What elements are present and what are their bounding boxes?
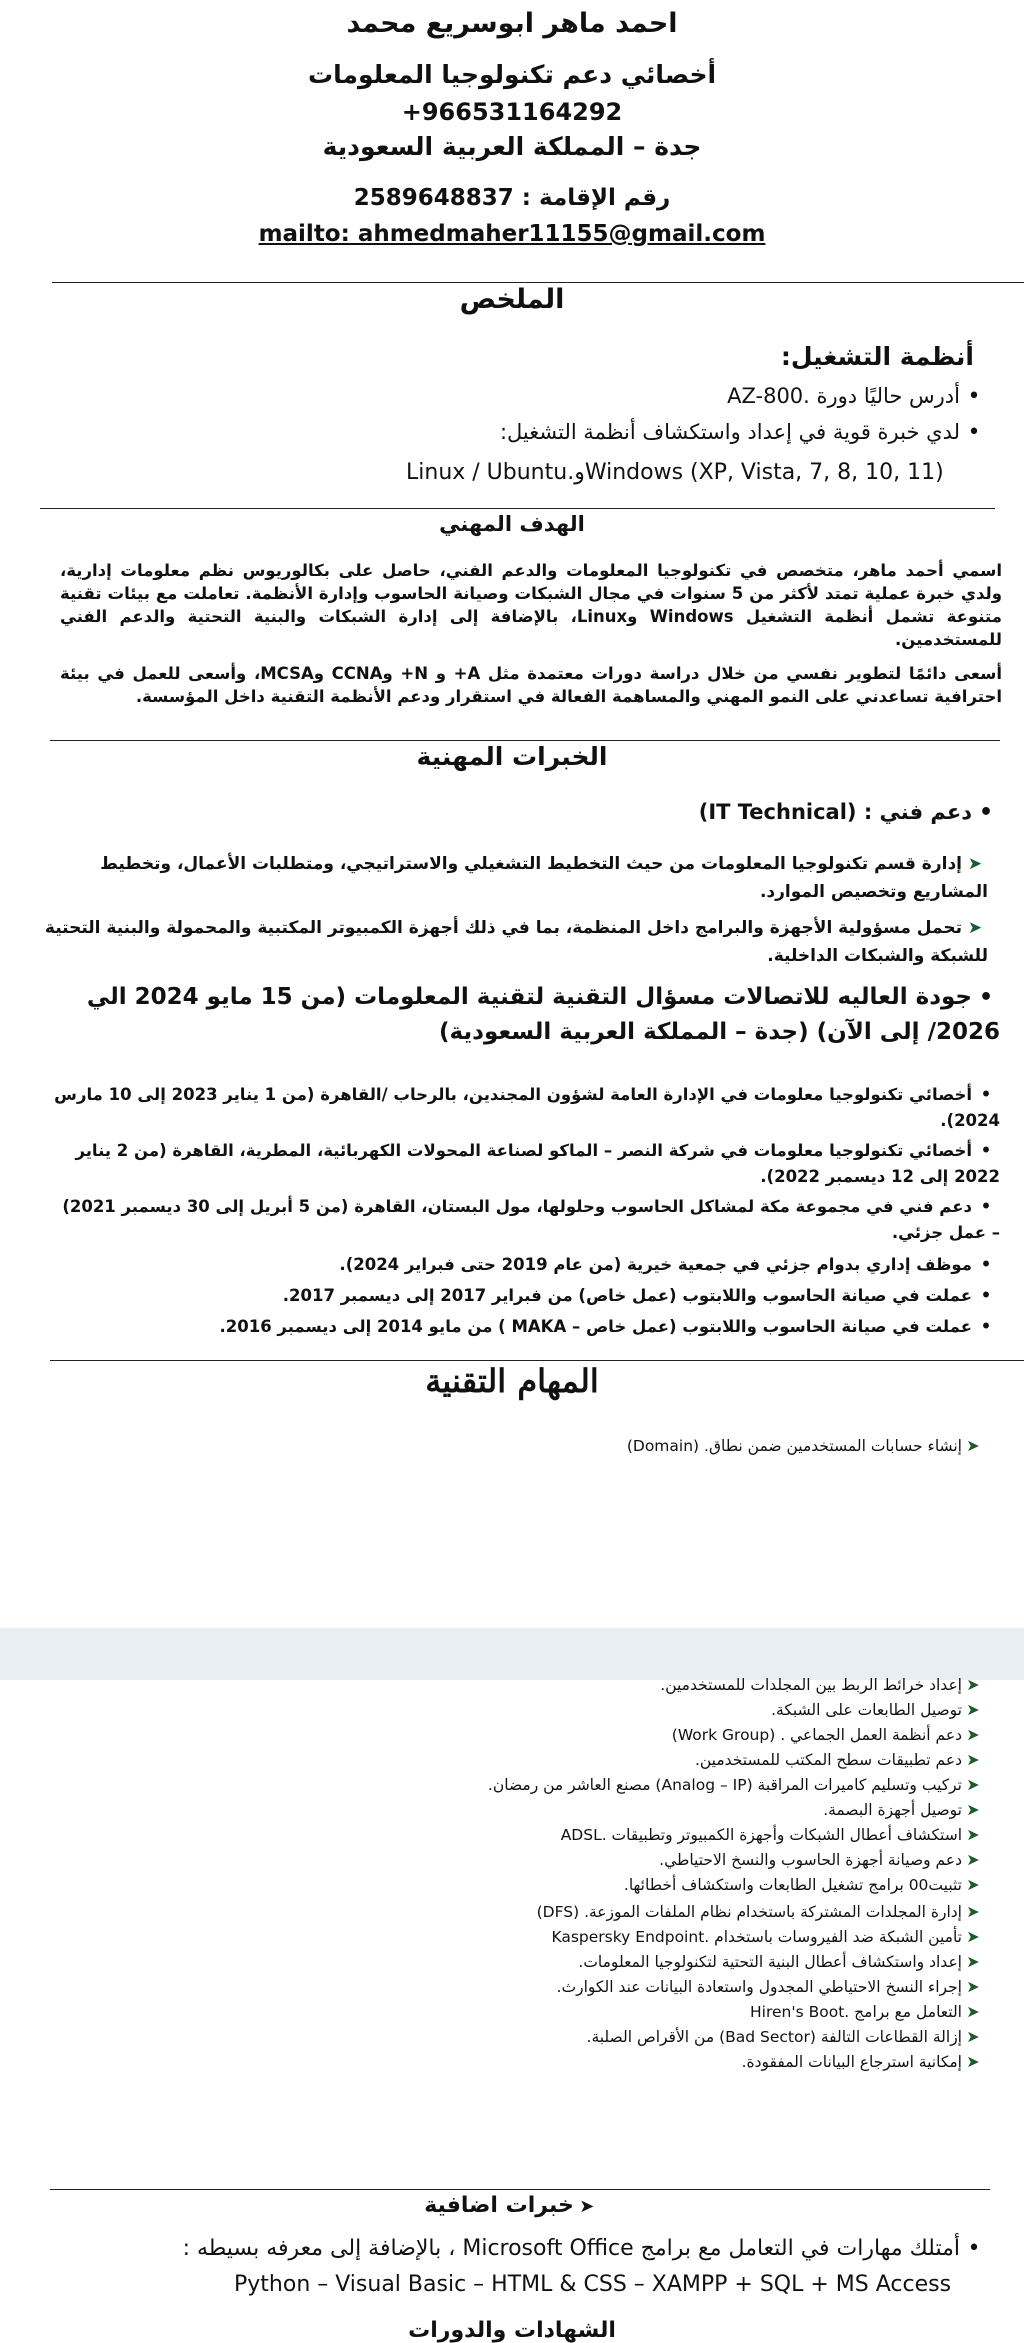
candidate-job-title: أخصائي دعم تكنولوجيا المعلومات xyxy=(307,60,717,89)
task-item: ➤توصيل الطابعات على الشبكة. xyxy=(771,1700,984,1720)
email-line xyxy=(0,221,1024,247)
arrow-bullet-icon: ➤ xyxy=(579,2196,595,2217)
bullet-dot-icon: • xyxy=(980,1141,992,1160)
arrow-bullet-icon: ➤ xyxy=(966,1952,980,1971)
task-item: ➤دعم وصيانة أجهزة الحاسوب والنسخ الاحتياطي. xyxy=(659,1850,984,1870)
arrow-bullet-icon: ➤ xyxy=(967,918,983,938)
arrow-bullet-icon: ➤ xyxy=(966,1775,980,1794)
extra-title-row xyxy=(0,2193,1024,2218)
os-item: •لدي خبرة قوية في إعداد واستكشاف أنظمة التشغيل: xyxy=(500,420,988,445)
extra-title: خبرات اضافية xyxy=(424,2193,574,2218)
bullet-dot-icon: • xyxy=(980,1286,992,1305)
bullet-dot-icon: • xyxy=(978,985,994,1010)
arrow-bullet-icon: ➤ xyxy=(966,1675,980,1694)
arrow-bullet-icon: ➤ xyxy=(966,1800,980,1819)
task-item: ➤تركيب وتسليم كاميرات المراقبة (Analog – IP) مصنع العاشر من رمضان. xyxy=(488,1775,984,1795)
arrow-bullet-icon: ➤ xyxy=(966,1850,980,1869)
role-item: ➤تحمل مسؤولية الأجهزة والبرامج داخل المنظمة، بما في ذلك أجهزة الكمبيوتر المكتبية والمحمولة والبنية التحتية للشبكة والشبكات الداخلية. xyxy=(40,914,988,970)
bullet-dot-icon: • xyxy=(980,1085,992,1104)
arrow-bullet-icon: ➤ xyxy=(966,1725,980,1744)
task-item: ➤توصيل أجهزة البصمة. xyxy=(823,1800,984,1820)
arrow-bullet-icon: ➤ xyxy=(967,854,983,874)
divider xyxy=(50,1360,1024,1361)
bullet-dot-icon: • xyxy=(967,420,981,445)
bullet-dot-icon: • xyxy=(980,1197,992,1216)
os-item: •أدرس حاليًا دورة .AZ-800 xyxy=(727,384,988,409)
arrow-bullet-icon: ➤ xyxy=(966,1875,980,1894)
role-heading: •دعم فني : (IT Technical) xyxy=(699,800,1000,825)
arrow-bullet-icon: ➤ xyxy=(966,1436,980,1455)
arrow-bullet-icon: ➤ xyxy=(966,1902,980,1921)
email-link[interactable]: mailto: ahmedmaher11155@gmail.com xyxy=(258,221,766,247)
arrow-bullet-icon: ➤ xyxy=(966,1927,980,1946)
task-item: ➤إزالة القطاعات التالفة (Bad Sector) من الأقراص الصلبة. xyxy=(587,2027,984,2047)
task-item: ➤إدارة المجلدات المشتركة باستخدام نظام الملفات الموزعة. (DFS) xyxy=(537,1902,984,1922)
arrow-bullet-icon: ➤ xyxy=(966,1700,980,1719)
page-gap xyxy=(0,1628,1024,1680)
bullet-dot-icon: • xyxy=(967,384,981,409)
summary-title: الملخص xyxy=(459,284,565,315)
job-item: •أخصائي تكنولوجيا معلومات في شركة النصر – الماكو لصناعة المحولات الكهربائية، المطرية، القاهرة (من 2 يناير 2022 إلى 12 ديسمبر 2022). xyxy=(50,1138,1000,1190)
job-item: •موظف إداري بدوام جزئي في جمعية خيرية (من عام 2019 حتى فبراير 2024). xyxy=(50,1252,1000,1278)
divider xyxy=(50,740,1000,741)
arrow-bullet-icon: ➤ xyxy=(966,2027,980,2046)
certs-title: الشهادات والدورات xyxy=(408,2318,616,2343)
bullet-dot-icon: • xyxy=(978,800,994,825)
task-item: ➤دعم تطبيقات سطح المكتب للمستخدمين. xyxy=(695,1750,984,1770)
task-item: ➤دعم أنظمة العمل الجماعي . (Work Group) xyxy=(672,1725,984,1745)
task-item: ➤تأمين الشبكة ضد الفيروسات باستخدام .Kaspersky Endpoint xyxy=(551,1927,984,1947)
current-job: •جودة العاليه للاتصالات مسؤال التقنية لتقنية المعلومات (من 15 مايو 2024 الي 2026/ إلى الآن) (جدة – المملكة العربية السعودية) xyxy=(40,980,1000,1050)
objective-paragraph: أسعى دائمًا لتطوير نفسي من خلال دراسة دورات معتمدة مثل A+ و N+ وCCNA وMCSA، وأسعى للعمل في بيئة احترافية تساعدني على النمو المهني والمساهمة الفعالة في استقرار ودعم الأنظمة التقنية داخل المؤسسة. xyxy=(60,664,1003,706)
extra-line: •أمتلك مهارات في التعامل مع برامج Microsoft Office ، بالإضافة إلى معرفه بسيطه : xyxy=(183,2236,988,2261)
iqama-line xyxy=(0,185,1024,211)
task-item: ➤إجراء النسخ الاحتياطي المجدول واستعادة البيانات عند الكوارث. xyxy=(557,1977,984,1997)
experience-title: الخبرات المهنية xyxy=(416,742,608,771)
job-item: •أخصائي تكنولوجيا معلومات في الإدارة العامة لشؤون المجندين، بالرحاب /القاهرة (من 1 يناير 2023 إلى 10 مارس 2024). xyxy=(50,1082,1000,1134)
objective-paragraph: اسمي أحمد ماهر، متخصص في تكنولوجيا المعلومات والدعم الفني، حاصل على بكالوريوس نظم معلومات إدارية، ولدي خبرة عملية تمتد لأكثر من 5 سنوات في مجال الشبكات وصيانة الحاسوب وإدارة الأنظمة. تعاملت مع بيئات تقنية متنوعة تشمل أنظمة التشغيل Windows وLinux، بالإضافة إلى إدارة الشبكات والبنية التحتية والدعم الفني للمستخدمين. xyxy=(60,561,1002,649)
os-heading: أنظمة التشغيل: xyxy=(780,342,974,371)
role-item: ➤إدارة قسم تكنولوجيا المعلومات من حيث التخطيط التشغيلي والاستراتيجي، ومتطلبات الأعمال، وتخطيط المشاريع وتخصيص الموارد. xyxy=(40,850,988,906)
task-item: ➤إعداد واستكشاف أعطال البنية التحتية لتكنولوجيا المعلومات. xyxy=(578,1952,984,1972)
os-list: Linux / Ubuntu.وWindows (XP, Vista, 7, 8, 10, 11) xyxy=(406,460,944,485)
arrow-bullet-icon: ➤ xyxy=(966,2002,980,2021)
task-item: ➤إنشاء حسابات المستخدمين ضمن نطاق. (Domain) xyxy=(627,1436,984,1456)
iqama-number: 2589648837 xyxy=(353,185,514,211)
task-item: ➤تثبيت00 برامج تشغيل الطابعات واستكشاف أخطائها. xyxy=(624,1875,984,1895)
extra-skills: Python – Visual Basic – HTML & CSS – XAMPP + SQL + MS Access xyxy=(234,2272,952,2297)
location: جدة – المملكة العربية السعودية xyxy=(322,132,702,161)
divider xyxy=(52,282,1024,283)
task-item: ➤استكشاف أعطال الشبكات وأجهزة الكمبيوتر وتطبيقات .ADSL xyxy=(561,1825,984,1845)
divider xyxy=(40,508,995,509)
task-item: ➤التعامل مع برامج .Hiren's Boot xyxy=(750,2002,984,2022)
divider xyxy=(50,2189,990,2190)
arrow-bullet-icon: ➤ xyxy=(966,2052,980,2071)
objective-title: الهدف المهني xyxy=(439,512,585,536)
arrow-bullet-icon: ➤ xyxy=(966,1825,980,1844)
phone-number: +966531164292 xyxy=(401,98,623,126)
candidate-name: احمد ماهر ابوسريع محمد xyxy=(346,8,678,39)
bullet-dot-icon: • xyxy=(967,2236,981,2261)
bullet-dot-icon: • xyxy=(980,1317,992,1336)
bullet-dot-icon: • xyxy=(980,1255,992,1274)
job-item: •عملت في صيانة الحاسوب واللابتوب (عمل خاص – MAKA ) من مايو 2014 إلى ديسمبر 2016. xyxy=(50,1314,1000,1340)
job-item: •دعم فني في مجموعة مكة لمشاكل الحاسوب وحلولها، مول البستان، القاهرة (من 5 أبريل إلى 30 ديسمبر 2021) – عمل جزئي. xyxy=(50,1194,1000,1246)
task-item: ➤إمكانية استرجاع البيانات المفقودة. xyxy=(742,2052,984,2072)
task-item: ➤إعداد خرائط الربط بين المجلدات للمستخدمين. xyxy=(660,1675,984,1695)
arrow-bullet-icon: ➤ xyxy=(966,1750,980,1769)
arrow-bullet-icon: ➤ xyxy=(966,1977,980,1996)
iqama-label: رقم الإقامة : xyxy=(521,185,671,211)
tasks-title: المهام التقنية xyxy=(425,1362,599,1400)
document-page-2 xyxy=(0,1675,1024,2343)
job-item: •عملت في صيانة الحاسوب واللابتوب (عمل خاص) من فبراير 2017 إلى ديسمبر 2017. xyxy=(50,1283,1000,1309)
